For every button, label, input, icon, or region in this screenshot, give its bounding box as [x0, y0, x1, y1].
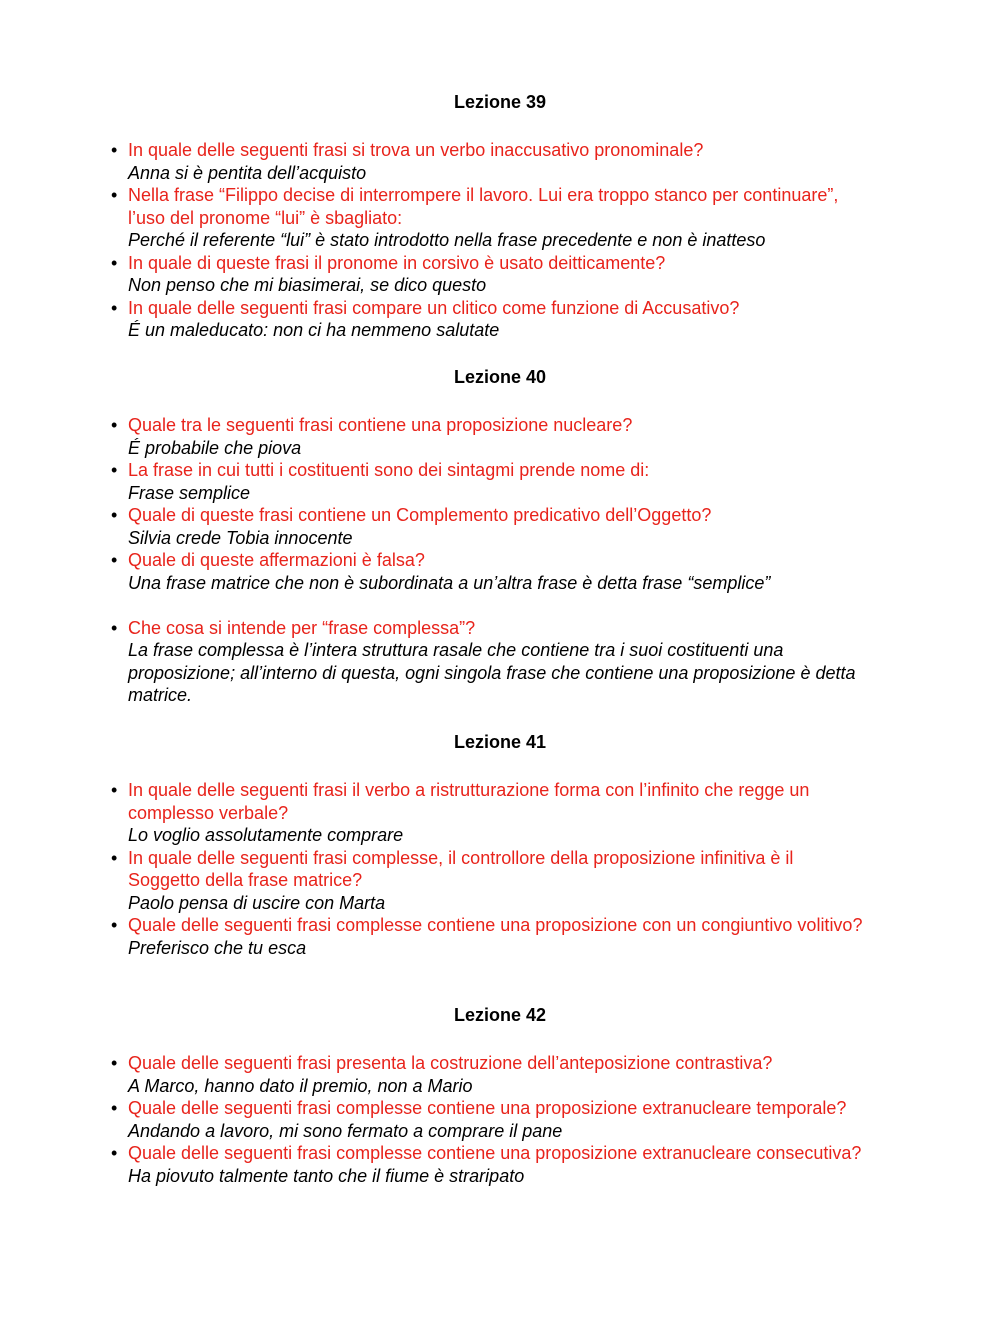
answer-text: Una frase matrice che non è subordinata a un’altra frase è detta frase “semplice”	[128, 572, 771, 593]
list-item	[0, 459, 868, 504]
bullet-icon: •	[111, 1053, 118, 1073]
list-item	[0, 1097, 868, 1142]
bullet-icon: •	[111, 505, 118, 525]
question-list	[0, 1052, 1000, 1187]
question-list	[0, 139, 1000, 342]
answer-text: É probabile che piova	[128, 437, 302, 458]
question-text: Quale delle seguenti frasi complesse contiene una proposizione extranucleare temporale?	[128, 1098, 847, 1118]
answer-text: Silvia crede Tobia innocente	[128, 527, 353, 548]
bullet-icon: •	[111, 780, 118, 800]
list-item	[0, 184, 868, 252]
list-item	[0, 914, 868, 959]
list-item	[0, 617, 868, 707]
question-text: La frase in cui tutti i costituenti sono dei sintagmi prende nome di:	[128, 460, 650, 480]
question-text: Che cosa si intende per “frase complessa”?	[128, 617, 476, 638]
answer-text: Ha piovuto talmente tanto che il fiume è straripato	[128, 1165, 525, 1186]
bullet-icon: •	[111, 415, 118, 435]
list-item	[0, 139, 868, 184]
question-text: Quale delle seguenti frasi complesse contiene una proposizione con un congiuntivo volitivo?	[128, 915, 863, 935]
answer-text: La frase complessa è l’intera struttura rasale che contiene tra i suoi costituenti una proposizione; all’interno di questa, ogni singola frase che contiene una proposizione è detta matrice.	[128, 640, 856, 705]
answer-text: Non penso che mi biasimerai, se dico questo	[128, 275, 487, 295]
question-text: Quale tra le seguenti frasi contiene una proposizione nucleare?	[128, 415, 633, 435]
lesson-title: Lezione 39	[453, 92, 547, 112]
answer-text: Preferisco che tu esca	[128, 937, 307, 958]
bullet-icon: •	[111, 1143, 118, 1163]
bullet-icon: •	[111, 1098, 118, 1118]
question-text: Quale di queste frasi contiene un Complemento predicativo dell’Oggetto?	[128, 505, 712, 525]
bullet-icon: •	[111, 297, 118, 318]
question-text: In quale di queste frasi il pronome in corsivo è usato deitticamente?	[128, 252, 666, 273]
list-item	[0, 847, 868, 915]
list-item	[0, 1052, 868, 1097]
bullet-icon: •	[111, 460, 118, 480]
bullet-icon: •	[111, 140, 118, 160]
question-text: In quale delle seguenti frasi compare un clitico come funzione di Accusativo?	[128, 297, 740, 318]
bullet-icon: •	[111, 252, 118, 273]
list-item	[0, 414, 868, 459]
answer-text: Perché il referente “lui” è stato introdotto nella frase precedente e non è inatteso	[128, 230, 766, 250]
list-item	[0, 779, 868, 847]
question-list	[0, 779, 1000, 959]
list-item	[0, 252, 868, 297]
lesson-title: Lezione 41	[453, 732, 547, 752]
question-text: Quale delle seguenti frasi complesse contiene una proposizione extranucleare consecutiva?	[128, 1143, 862, 1163]
list-item	[0, 297, 868, 342]
answer-text: Lo voglio assolutamente comprare	[128, 825, 404, 845]
list-item	[0, 1142, 868, 1187]
answer-text: Frase semplice	[128, 482, 251, 503]
answer-text: Andando a lavoro, mi sono fermato a comprare il pane	[128, 1120, 563, 1141]
list-item	[0, 504, 868, 549]
question-text: Quale di queste affermazioni è falsa?	[128, 550, 425, 570]
question-text: In quale delle seguenti frasi si trova un verbo inaccusativo pronominale?	[128, 140, 704, 160]
bullet-icon: •	[111, 915, 118, 935]
question-text: In quale delle seguenti frasi il verbo a ristrutturazione forma con l’infinito che regge un complesso verbale?	[128, 780, 810, 823]
answer-text: A Marco, hanno dato il premio, non a Mario	[128, 1075, 473, 1096]
answer-text: Paolo pensa di uscire con Marta	[128, 892, 386, 913]
lesson-title: Lezione 42	[453, 1005, 547, 1025]
list-item	[0, 549, 868, 594]
bullet-icon: •	[111, 617, 118, 638]
answer-text: Anna si è pentita dell’acquisto	[128, 162, 367, 183]
question-text: Nella frase “Filippo decise di interrompere il lavoro. Lui era troppo stanco per continuare”, l’uso del pronome “lui” è sbagliato:	[128, 185, 839, 228]
bullet-icon: •	[111, 550, 118, 570]
bullet-icon: •	[111, 185, 118, 205]
question-list	[0, 414, 1000, 707]
question-text: Quale delle seguenti frasi presenta la costruzione dell’anteposizione contrastiva?	[128, 1053, 773, 1073]
question-text: In quale delle seguenti frasi complesse, il controllore della proposizione infinitiva è il Soggetto della frase matrice?	[128, 847, 794, 890]
answer-text: É un maleducato: non ci ha nemmeno salutate	[128, 320, 500, 340]
bullet-icon: •	[111, 847, 118, 868]
lesson-title: Lezione 40	[453, 367, 547, 387]
